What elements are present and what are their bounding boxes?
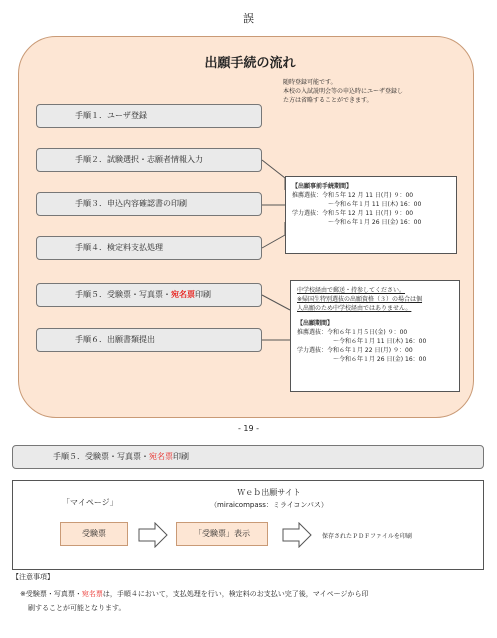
arrow-right-icon — [282, 522, 312, 548]
notice-line-2: 刷することが可能となります。 — [28, 604, 126, 612]
print-instruction: 保存されたＰＤＦファイルを印刷 — [322, 533, 412, 540]
banner-suffix: 印刷 — [173, 452, 189, 461]
box2-line: 学力選抜：令和６年１月 22 日(月) ９：00 — [297, 347, 413, 354]
step-5-suffix: 印刷 — [195, 290, 211, 299]
notice-body: は，手順４において，支払処理を行い，検定料のお支払い完了後，マイページから印 — [102, 590, 369, 598]
step-2: 手順２．試験選択・志願者情報入力 — [36, 148, 262, 172]
registration-note-line: 本校の入試説明会等の申込時にユーザ登録し — [283, 88, 404, 95]
error-mark: 誤 — [243, 12, 254, 25]
page-number: - 19 - — [237, 424, 260, 433]
notice-lead: ※受験票・写真票・ — [20, 590, 82, 598]
box2-line: ～令和６年１月 26 日(金) 16：00 — [297, 356, 427, 363]
step-5-label: 手順５．受験票・写真票・ — [75, 290, 171, 299]
application-period-box — [290, 280, 460, 392]
step-5-highlight: 宛名票 — [171, 290, 195, 299]
box1-heading: 【出願事前手続期間】 — [292, 183, 353, 190]
step-6: 手順６．出願書類提出 — [36, 328, 262, 352]
banner-highlight: 宛名票 — [149, 452, 173, 461]
box1-line: 学力選抜：令和５年 12 月 11 日(月) ９：00 — [292, 210, 414, 217]
step-4: 手順４．検定料支払処理 — [36, 236, 262, 260]
arrow-right-icon — [138, 522, 168, 548]
web-site-subtitle: （miraicompass：ミライコンパス） — [210, 501, 328, 509]
box2-line: ～令和６年１月 11 日(木) 16：00 — [297, 338, 427, 345]
banner-label: 手順５．受験票・写真票・ — [53, 452, 149, 461]
box2-note: ※帰国生特別選抜の出願資格（３）の場合は個 — [297, 296, 423, 303]
notice-text — [20, 587, 484, 615]
box2-line: 推薦選抜：令和６年１月５日(金) ９：00 — [297, 329, 408, 336]
box1-line: 推薦選抜：令和５年 12 月 11 日(月) ９：00 — [292, 192, 414, 199]
box1-line: ～令和６年１月 11 日(木) 16：00 — [292, 201, 422, 208]
ticket-display-box: 「受験票」表示 — [176, 522, 268, 546]
notice-highlight: 宛名票 — [81, 590, 103, 598]
web-site-title: Ｗｅｂ出願サイト — [237, 488, 301, 497]
step-1: 手順１．ユーザ登録 — [36, 104, 262, 128]
mypage-label: 「マイページ」 — [62, 498, 118, 507]
box2-note: 中学校経由で郵送・持参してください。 — [297, 287, 406, 294]
box1-line: ～令和６年１月 26 日(金) 16：00 — [292, 219, 422, 226]
registration-note-line: た方は省略することができます。 — [283, 97, 373, 104]
panel-title: 出願手続の流れ — [204, 56, 296, 71]
notice-heading: 【注意事項】 — [12, 573, 54, 581]
box2-note: 人出願のため中学校経由ではありません。 — [297, 305, 412, 312]
ticket-box: 受験票 — [60, 522, 128, 546]
box2-heading: 【出願期間】 — [297, 320, 334, 327]
step-3: 手順３．申込内容確認書の印刷 — [36, 192, 262, 216]
registration-note-line: 随時登録可能です。 — [283, 79, 337, 86]
step-5-banner — [12, 445, 484, 469]
pre-application-period-box — [285, 176, 457, 254]
